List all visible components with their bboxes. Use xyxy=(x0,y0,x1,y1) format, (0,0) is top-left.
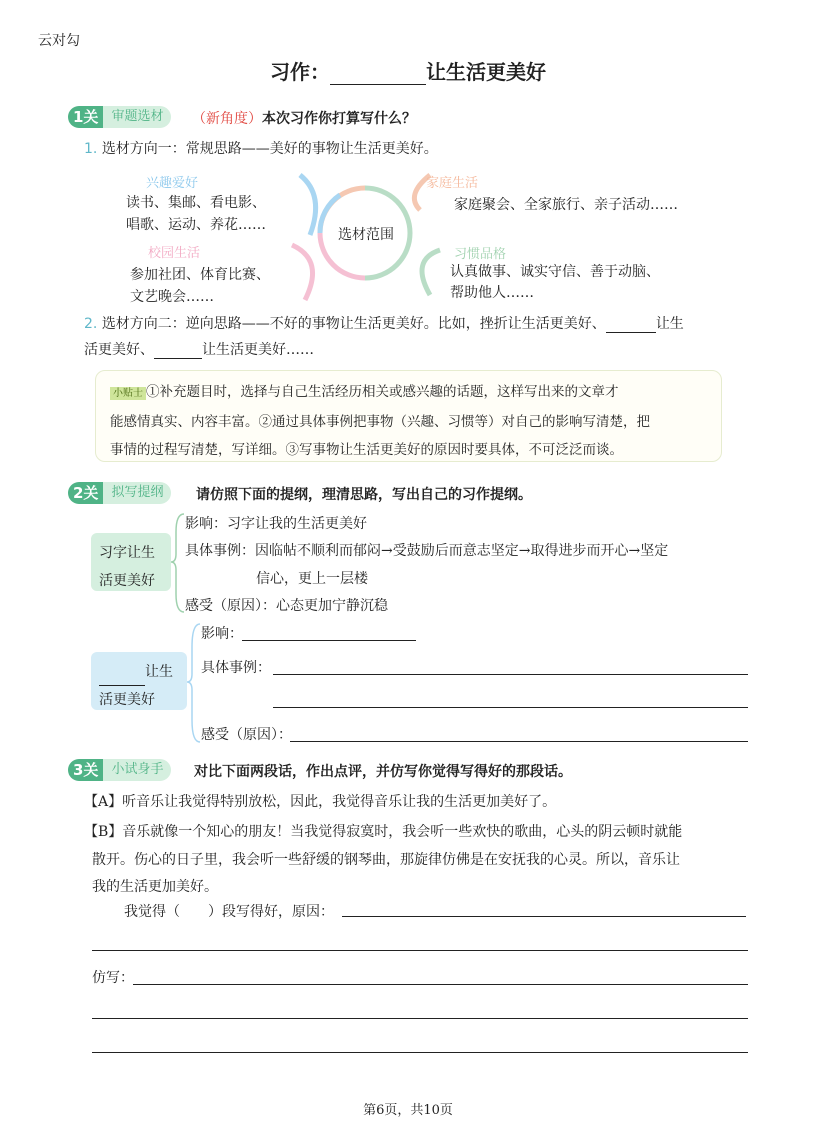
category-family: 家庭生活 xyxy=(426,176,479,191)
judge-label: 我觉得（ ）段写得好，原因： xyxy=(124,904,334,920)
new-angle-tag: （新角度） xyxy=(192,111,262,127)
imitate-label: 仿写： xyxy=(92,970,134,986)
example-input-line[interactable] xyxy=(273,674,748,675)
tip-text xyxy=(110,378,650,464)
imitate-input-line-3[interactable] xyxy=(92,1052,748,1053)
category-school: 校园生活 xyxy=(148,246,201,261)
line: 唱歌、运动、养花…… xyxy=(126,217,266,233)
example-influence: 影响：习字让我的生活更美好 xyxy=(185,516,367,532)
imitate-input-line-2[interactable] xyxy=(92,1018,748,1019)
item-text: 选材方向一：常规思路——美好的事物让生活更美好。 xyxy=(101,141,438,157)
text: 让生 xyxy=(145,664,173,680)
section-2-badge xyxy=(68,482,171,504)
badge-text: 小试身手 xyxy=(103,759,171,781)
fill-blank[interactable] xyxy=(154,358,202,359)
item-2-line2 xyxy=(84,339,314,359)
line: 我的生活更加美好。 xyxy=(92,879,218,895)
page-number: 第6页，共10页 xyxy=(363,1103,453,1118)
reason-input-line-2[interactable] xyxy=(92,950,748,951)
section-2-question: 请仿照下面的提纲，理清思路，写出自己的习作提纲。 xyxy=(196,487,532,503)
bracket xyxy=(186,622,202,744)
line: 活更美好 xyxy=(99,692,155,708)
line: 活更美好 xyxy=(99,573,155,589)
line: 参加社团、体育比赛、 xyxy=(130,267,270,283)
section-1-question xyxy=(192,108,416,128)
example-case: 具体事例：因临帖不顺利而郁闷→受鼓励后而意志坚定→取得进步而开心→坚定 xyxy=(185,543,669,559)
influence-input-line[interactable] xyxy=(242,640,416,641)
text: 让生活更美好…… xyxy=(202,342,314,358)
fill-blank[interactable] xyxy=(606,332,656,333)
line: 读书、集邮、看电影、 xyxy=(126,195,266,211)
imitate-input-line[interactable] xyxy=(133,984,748,985)
category-hobby: 兴趣爱好 xyxy=(146,176,199,191)
line: ①补充题目时，选择与自己生活经历相关或感兴趣的话题，这样写出来的文章才 xyxy=(146,384,619,400)
category-hobby-text xyxy=(126,192,266,236)
section-3-question: 对比下面两段话，作出点评，并仿写你觉得写得好的那段话。 xyxy=(194,764,572,780)
influence-label: 影响： xyxy=(201,626,243,642)
line: 散开。伤心的日子里，我会听一些舒缓的钢琴曲，那旋律仿佛是在安抚我的心灵。所以，音乐让 xyxy=(92,851,680,868)
badge-text: 审题选材 xyxy=(103,106,171,128)
item-2-line1 xyxy=(84,313,684,333)
example-input-line-2[interactable] xyxy=(273,707,748,708)
text: 活更美好、 xyxy=(84,342,154,358)
line: 文艺晚会…… xyxy=(130,289,214,305)
line: 认真做事、诚实守信、善于动脑、 xyxy=(450,264,660,280)
title-blank[interactable] xyxy=(330,84,426,85)
badge-text: 拟写提纲 xyxy=(103,482,171,504)
section-1-badge xyxy=(68,106,171,128)
category-school-text xyxy=(130,264,270,308)
text: 让生 xyxy=(655,316,684,332)
feeling-input-line[interactable] xyxy=(290,741,748,742)
item-1 xyxy=(84,138,438,158)
paragraph-b xyxy=(84,819,682,902)
mindmap-center: 选材范围 xyxy=(338,227,394,243)
badge-num: 1关 xyxy=(68,106,103,128)
example-label: 具体事例： xyxy=(201,660,271,676)
category-habit-text xyxy=(450,262,660,304)
title-prefix: 习作： xyxy=(270,60,330,84)
line: 习字让生 xyxy=(99,545,155,561)
page-title xyxy=(0,56,816,85)
bracket xyxy=(170,512,186,614)
title-suffix: 让生活更美好 xyxy=(426,60,546,84)
example-feeling: 感受（原因）：心态更加宁静沉稳 xyxy=(185,598,388,614)
section-3-badge xyxy=(68,759,171,781)
text: 选材方向二：逆向思路——不好的事物让生活更美好。比如，挫折让生活更美好、 xyxy=(101,316,606,332)
paragraph-a: 【A】听音乐让我觉得特别放松，因此，我觉得音乐让我的生活更加美好了。 xyxy=(84,794,557,810)
brand-label: 云对勾 xyxy=(38,33,80,49)
category-habit: 习惯品格 xyxy=(454,247,507,262)
category-family-text: 家庭聚会、全家旅行、亲子活动…… xyxy=(454,197,678,213)
badge-num: 3关 xyxy=(68,759,103,781)
example-box xyxy=(91,533,171,591)
line: 能感情真实、内容丰富。②通过具体事例把事物（兴趣、习惯等）对自己的影响写清楚，把 xyxy=(110,414,650,430)
question-text: 本次习作你打算写什么？ xyxy=(262,111,416,127)
badge-num: 2关 xyxy=(68,482,103,504)
blank-box xyxy=(91,652,187,710)
item-num: 2. xyxy=(84,316,98,332)
item-num: 1. xyxy=(84,141,98,157)
reason-input-line[interactable] xyxy=(342,916,746,917)
line: 帮助他人…… xyxy=(450,285,534,301)
line: 【B】音乐就像一个知心的朋友！当我觉得寂寞时，我会听一些欢快的歌曲，心头的阴云顿时就能 xyxy=(84,824,683,840)
tip-tag: 小贴士 xyxy=(110,387,146,400)
example-case-cont: 信心，更上一层楼 xyxy=(256,571,368,587)
feeling-label: 感受（原因）： xyxy=(201,727,292,743)
line: 事情的过程写清楚，写详细。③写事物让生活更美好的原因时要具体，不可泛泛而谈。 xyxy=(110,442,623,458)
